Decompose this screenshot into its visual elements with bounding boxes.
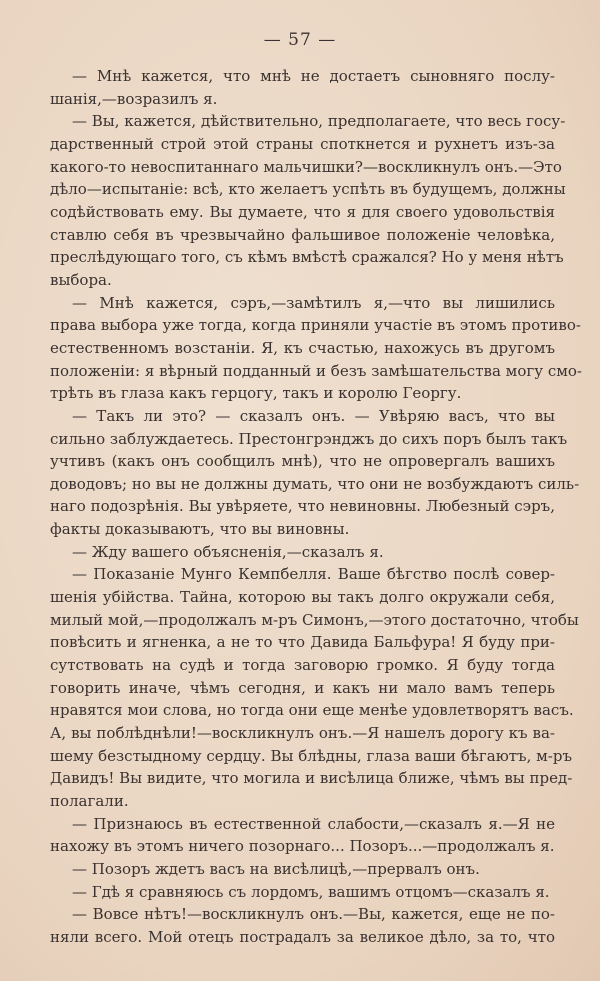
text-line: — Вовсе нѣтъ!—воскликнулъ онъ.—Вы, кажется, еще не по- <box>72 905 555 924</box>
text-line: какого-то невоспитаннаго мальчишки?—воскликнулъ онъ.—Это <box>50 157 562 176</box>
text-line: дѣло—испытаніе: всѣ, кто желаетъ успѣть въ будущемъ, должны <box>50 180 566 199</box>
text-line: говорить иначе, чѣмъ сегодня, и какъ ни мало вамъ теперь <box>50 678 555 697</box>
text-line: шенія убійства. Тайна, которою вы такъ долго окружали себя, <box>50 588 555 607</box>
text-line: преслѣдующаго того, съ кѣмъ вмѣстѣ сражался? Но у меня нѣтъ <box>50 248 564 267</box>
text-line: повѣсить и ягненка, а не то что Давида Бальфура! Я буду при- <box>50 633 555 652</box>
text-line: права выбора уже тогда, когда приняли участіе въ этомъ противо- <box>50 316 581 335</box>
text-line: нахожу въ этомъ ничего позорнаго... Позоръ...—продолжалъ я. <box>50 837 555 856</box>
text-line: трѣть въ глаза какъ герцогу, такъ и королю Георгу. <box>50 384 462 403</box>
text-line: — Показаніе Мунго Кемпбелля. Ваше бѣгство послѣ совер- <box>72 565 555 584</box>
text-line: ставлю себя въ чрезвычайно фальшивое положеніе человѣка, <box>50 225 555 244</box>
text-line: нравятся мои слова, но тогда они еще менѣе удовлетворятъ васъ. <box>50 701 574 720</box>
text-line: А, вы поблѣднѣли!—воскликнулъ онъ.—Я нашелъ дорогу къ ва- <box>50 724 555 743</box>
text-line: положеніи: я вѣрный подданный и безъ замѣшательства могу смо- <box>50 361 582 380</box>
text-line: — Жду вашего объясненія,—сказалъ я. <box>72 542 384 561</box>
text-line: сутствовать на судѣ и тогда заговорю громко. Я буду тогда <box>50 656 555 675</box>
text-line: полагали. <box>50 792 129 810</box>
text-line: — Вы, кажется, дѣйствительно, предполагаете, что весь госу- <box>72 112 566 131</box>
text-line: шанія,—возразилъ я. <box>50 89 218 108</box>
text-line: — Мнѣ кажется, сэръ,—замѣтилъ я,—что вы лишились <box>72 293 555 312</box>
text-line: содѣйствовать ему. Вы думаете, что я для своего удовольствія <box>50 202 555 221</box>
text-line: — Позоръ ждетъ васъ на висѣлицѣ,—прервалъ онъ. <box>72 859 480 878</box>
text-line: факты доказываютъ, что вы виновны. <box>50 520 350 539</box>
body-text <box>50 65 582 949</box>
text-line: — Гдѣ я сравняюсь съ лордомъ, вашимъ отцомъ—сказалъ я. <box>72 882 550 901</box>
text-line: — Такъ ли это? — сказалъ онъ. — Увѣряю васъ, что вы <box>72 406 555 425</box>
page-number: — 57 — <box>263 30 337 50</box>
text-line: учтивъ (какъ онъ сообщилъ мнѣ), что не опровергалъ вашихъ <box>50 452 555 471</box>
text-line: дарственный строй этой страны споткнется и рухнетъ изъ-за <box>50 134 555 153</box>
text-line: шему безстыдному сердцу. Вы блѣдны, глаза ваши бѣгаютъ, м-ръ <box>50 746 573 765</box>
text-line: выбора. <box>50 270 112 289</box>
text-line: милый мой,—продолжалъ м-ръ Симонъ,—этого достаточно, чтобы <box>50 610 579 629</box>
text-line: — Мнѣ кажется, что мнѣ не достаетъ сыновняго послу- <box>72 67 555 85</box>
text-line: доводовъ; но вы не должны думать, что они не возбуждаютъ силь- <box>50 474 580 493</box>
text-line: няли всего. Мой отецъ пострадалъ за великое дѣло, за то, что <box>50 927 555 946</box>
text-line: наго подозрѣнія. Вы увѣряете, что невиновны. Любезный сэръ, <box>50 497 555 516</box>
text-line: естественномъ возстаніи. Я, къ счастью, нахожусь въ другомъ <box>50 338 555 357</box>
text-line: — Признаюсь въ естественной слабости,—сказалъ я.—Я не <box>72 814 555 833</box>
text-line: Давидъ! Вы видите, что могила и висѣлица ближе, чѣмъ вы пред- <box>50 769 573 788</box>
text-line: сильно заблуждаетесь. Престонгрэнджъ до сихъ поръ былъ такъ <box>50 429 568 448</box>
